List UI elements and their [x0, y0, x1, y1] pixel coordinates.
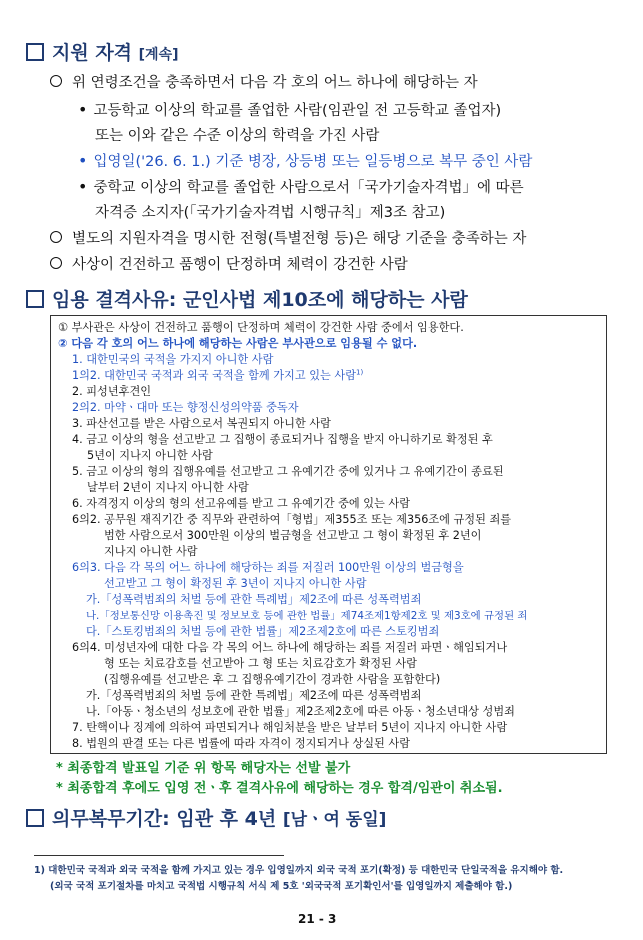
footnote-mark: 1) [356, 368, 364, 377]
box-line-text: 지나지 아니한 사람 [104, 545, 198, 558]
square-icon [26, 43, 44, 61]
box-line-text: 3. 파산선고를 받은 사람으로서 복권되지 아니한 사람 [72, 417, 331, 430]
box-line-text: ① 부사관은 사상이 건전하고 품행이 단정하며 체력이 강건한 사람 중에서 임용한다. [58, 321, 464, 334]
box-line-text: 가.「성폭력범죄의 처벌 등에 관한 특례법」제2조에 따른 성폭력범죄 [86, 689, 422, 702]
bullet-icon: • [78, 151, 88, 170]
footnote-line: (외국 국적 포기절차를 마치고 국적법 시행규칙 서식 제 5호 '외국국적 포기확인서'를 입영일까지 제출해야 함.) [50, 881, 513, 892]
bullet-continuation: 또는 이와 같은 수준 이상의 학력을 가진 사람 [95, 128, 380, 144]
bullet-icon: • [78, 177, 88, 196]
box-line-text: (집행유예를 선고받은 후 그 집행유예기간이 경과한 사람을 포함한다) [104, 673, 441, 686]
box-line-text: 2의2. 마약ㆍ대마 또는 향정신성의약품 중독자 [72, 401, 299, 414]
box-line [72, 399, 299, 415]
box-line [87, 479, 249, 495]
box-line-text: ② 다음 각 호의 어느 하나에 해당하는 사람은 부사관으로 임용될 수 없다. [58, 337, 418, 350]
box-line-text: 6. 자격정지 이상의 형의 선고유예를 받고 그 유예기간 중에 있는 사람 [72, 497, 411, 510]
section-title-service-period [26, 804, 386, 831]
box-line-text: 7. 탄핵이나 징계에 의하여 파면되거나 해임처분을 받은 날부터 5년이 지나지 아니한 사람 [72, 721, 508, 734]
box-line [58, 335, 417, 351]
box-line-text: 8. 법원의 판결 또는 다른 법률에 따라 자격이 정지되거나 상실된 사람 [72, 737, 411, 750]
box-line [86, 687, 421, 703]
box-line-text: 범한 사람으로서 300만원 이상의 벌금형을 선고받고 그 형이 확정된 후 2년이 [104, 529, 482, 542]
box-line-text: 나.「정보통신망 이용촉진 및 정보보호 등에 관한 법률」제74조제1항제2호 및 제3호에 규정된 죄 [86, 610, 528, 622]
box-line-text: 1. 대한민국의 국적을 가지지 아니한 사람 [72, 353, 274, 366]
box-line [72, 719, 507, 735]
box-line [104, 575, 367, 591]
square-icon [26, 290, 44, 308]
list-item [50, 71, 478, 92]
section-title-text: 임용 결격사유: 군인사법 제10조에 해당하는 사람 [52, 289, 468, 311]
item-text: 위 연령조건을 충족하면서 다음 각 호의 어느 하나에 해당하는 자 [72, 75, 478, 91]
box-line-text: 다.「스토킹범죄의 처벌 등에 관한 법률」제2조제2호에 따른 스토킹범죄 [86, 625, 440, 638]
page-number: 21 - 3 [298, 912, 337, 926]
bullet-item [78, 176, 524, 197]
box-line-text: 형 또는 치료감호를 선고받아 그 형 또는 치료감호가 확정된 사람 [104, 657, 417, 670]
box-line-text: 6의3. 다음 각 목의 어느 하나에 해당하는 죄를 저질러 100만원 이상의 벌금형을 [72, 561, 464, 574]
section-title-text: 의무복무기간: 임관 후 4년 [52, 808, 277, 830]
footnote-divider [34, 855, 284, 856]
box-line-text: 2. 피성년후견인 [72, 385, 152, 398]
box-line-text: 선고받고 그 형이 확정된 후 3년이 지나지 아니한 사람 [104, 577, 367, 590]
footnote-line: 1) 대한민국 국적과 외국 국적을 함께 가지고 있는 경우 입영일까지 외국 국적 포기(확정) 등 대한민국 단일국적을 유지해야 함. [34, 865, 564, 876]
note-line: * 최종합격 발표일 기준 위 항목 해당자는 선발 불가 [56, 761, 351, 776]
box-line [72, 431, 493, 447]
box-line [104, 527, 481, 543]
box-line [86, 607, 527, 622]
bullet-icon: • [78, 100, 88, 119]
section-subtitle: [계속] [138, 47, 179, 63]
box-line [72, 639, 507, 655]
circle-bullet-icon [50, 257, 62, 269]
box-line-text: 1의2. 대한민국 국적과 외국 국적을 함께 가지고 있는 사람 [72, 369, 356, 382]
bullet-item [78, 99, 501, 120]
box-line [72, 383, 151, 399]
box-line-text: 6의2. 공무원 재직기간 중 직무와 관련하여「형법」제355조 또는 제356조에 규정된 죄를 [72, 513, 512, 526]
section-title-disqualification [26, 285, 468, 312]
item-text: 사상이 건전하고 품행이 단정하며 체력이 강건한 사람 [72, 257, 408, 273]
box-line-text: 가.「성폭력범죄의 처벌 등에 관한 특례법」제2조에 따른 성폭력범죄 [86, 593, 422, 606]
circle-bullet-icon [50, 231, 62, 243]
box-line-text: 날부터 2년이 지나지 아니한 사람 [87, 481, 249, 494]
box-line [72, 463, 504, 479]
box-line [72, 511, 511, 527]
box-line-text: 4. 금고 이상의 형을 선고받고 그 집행이 종료되거나 집행을 받지 아니하기로 확정된 후 [72, 433, 493, 446]
list-item [50, 227, 526, 248]
box-line [72, 351, 273, 367]
box-line [86, 703, 515, 719]
box-line-text: 5. 금고 이상의 형의 집행유예를 선고받고 그 유예기간 중에 있거나 그 유예기간이 종료된 [72, 465, 504, 478]
list-item [50, 253, 408, 274]
box-line [72, 559, 464, 575]
section-title-text: 지원 자격 [52, 42, 133, 64]
box-line-text: 5년이 지나지 아니한 사람 [87, 449, 213, 462]
box-line-text: 6의4. 미성년자에 대한 다음 각 목의 어느 하나에 해당하는 죄를 저질러 파면ㆍ해임되거나 [72, 641, 508, 654]
box-line [86, 591, 421, 607]
box-line-text: 나.「아동ㆍ청소년의 성보호에 관한 법률」제2조제2호에 따른 아동ㆍ청소년대상 성범죄 [86, 705, 515, 718]
bullet-text: 고등학교 이상의 학교를 졸업한 사람(임관일 전 고등학교 졸업자) [93, 103, 502, 119]
square-icon [26, 809, 44, 827]
box-line [104, 671, 440, 687]
section-subtitle: [남ㆍ여 동일] [282, 810, 387, 830]
bullet-text: 중학교 이상의 학교를 졸업한 사람으로서「국가기술자격법」에 따른 [93, 180, 524, 196]
bullet-text: 입영일('26. 6. 1.) 기준 병장, 상등병 또는 일등병으로 복무 중인 사람 [93, 154, 533, 170]
box-line [58, 319, 464, 335]
section-title-qualification [26, 38, 179, 65]
box-line [72, 735, 410, 751]
item-text: 별도의 지원자격을 명시한 전형(특별전형 등)은 해당 기준을 충족하는 자 [72, 231, 527, 247]
bullet-continuation: 자격증 소지자(「국가기술자격법 시행규칙」제3조 참고) [95, 205, 446, 221]
box-line [87, 447, 213, 463]
box-line [104, 655, 417, 671]
circle-bullet-icon [50, 75, 62, 87]
box-line [72, 367, 363, 383]
box-line [72, 495, 410, 511]
note-line: * 최종합격 후에도 입영 전ㆍ후 결격사유에 해당하는 경우 합격/임관이 취소됨. [56, 781, 503, 796]
bullet-item [78, 150, 532, 171]
box-line [104, 543, 198, 559]
box-line [86, 623, 439, 639]
box-line [72, 415, 331, 431]
